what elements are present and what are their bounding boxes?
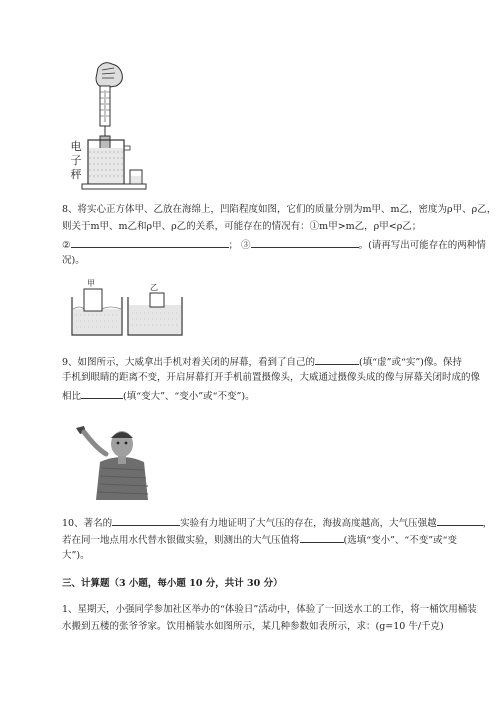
q9-answer-blank-2[interactable] — [81, 388, 123, 399]
figure-blocks-on-sponge — [70, 279, 190, 339]
q10-line-1-prefix: 10、著名的 — [62, 518, 113, 529]
q9-line-1-suffix: (填“虚”或“实”)像。保持 — [359, 357, 462, 368]
q9-line-1 — [62, 354, 462, 370]
q8-line-2: 则关于m甲、m乙和ρ甲、ρ乙的关系，可能存在的情况有：①m甲>m乙，ρ甲<ρ乙； — [62, 221, 422, 232]
q8-answer-blank-2[interactable] — [71, 237, 229, 248]
scale-label-char: 秤 — [70, 168, 82, 181]
scale-label — [68, 140, 84, 182]
q10-answer-blank-3[interactable] — [300, 532, 344, 543]
q9-line-1-prefix: 9、如图所示，大威拿出手机对着关闭的屏幕，看到了自己的 — [62, 357, 316, 368]
figure-spring-scale-setup — [60, 60, 160, 190]
q10-answer-blank-1[interactable] — [112, 515, 180, 526]
q10-answer-blank-2[interactable] — [437, 515, 483, 526]
q9-answer-blank-1[interactable] — [315, 354, 359, 365]
q11-line-1: 1、星期天，小强同学参加社区举办的“体验日”活动中，体验了一回送水工的工作，将一桶饮用桶装 — [62, 604, 477, 615]
q8-line-1: 8、将实心正方体甲、乙放在海绵上，凹陷程度如图，它们的质量分别为m甲、m乙，密度为ρ甲、ρ乙， — [62, 204, 497, 215]
scale-label-char: 子 — [70, 154, 82, 167]
hand-icon — [96, 63, 122, 88]
section-3-title: 三、计算题（3 小题，每小题 10 分，共计 30 分） — [62, 578, 283, 589]
q9-line-3-suffix: (填“变大”、“变小”或“不变”)。 — [123, 391, 255, 402]
q8-line-3-prefix: ② — [62, 240, 71, 251]
photo-man-with-phone — [72, 418, 156, 500]
label-jia: 甲 — [87, 279, 95, 288]
q8-answer-blank-3[interactable] — [251, 237, 359, 248]
q8-line-4: 况)。 — [62, 255, 85, 266]
q9-line-2: 手机到眼睛的距离不变，开启屏幕打开手机前置摄像头，大威通过摄像头成的像与屏幕关闭时成的像 — [62, 372, 481, 383]
q10-line-1 — [62, 515, 492, 531]
q8-line-3-mid: ； ③ — [228, 240, 251, 251]
q9-line-3-prefix: 相比 — [62, 391, 82, 402]
q10-line-2-suffix: (选填“变小”、“不变”或“变 — [343, 535, 458, 546]
q10-line-1-suffix: ， — [482, 518, 493, 529]
q8-line-3 — [62, 237, 486, 253]
scale-label-char: 电 — [70, 140, 82, 153]
q10-line-2 — [62, 532, 457, 548]
q10-line-2-prefix: 若在同一地点用水代替水银做实验，则测出的大气压值将 — [62, 535, 300, 546]
label-yi: 乙 — [150, 283, 158, 292]
q9-line-3 — [62, 388, 255, 404]
q10-line-3: 大”)。 — [62, 550, 90, 561]
q10-line-1-mid: 实验有力地证明了大气压的存在，海拔高度越高，大气压强越 — [180, 518, 437, 529]
q11-line-2: 水搬到五楼的张爷爷家。饮用桶装水如图所示，某几种参数如表所示，求：(g=10 牛/千克) — [62, 621, 444, 632]
q8-line-3-suffix: 。(请再写出可能存在的两种情 — [358, 240, 486, 251]
